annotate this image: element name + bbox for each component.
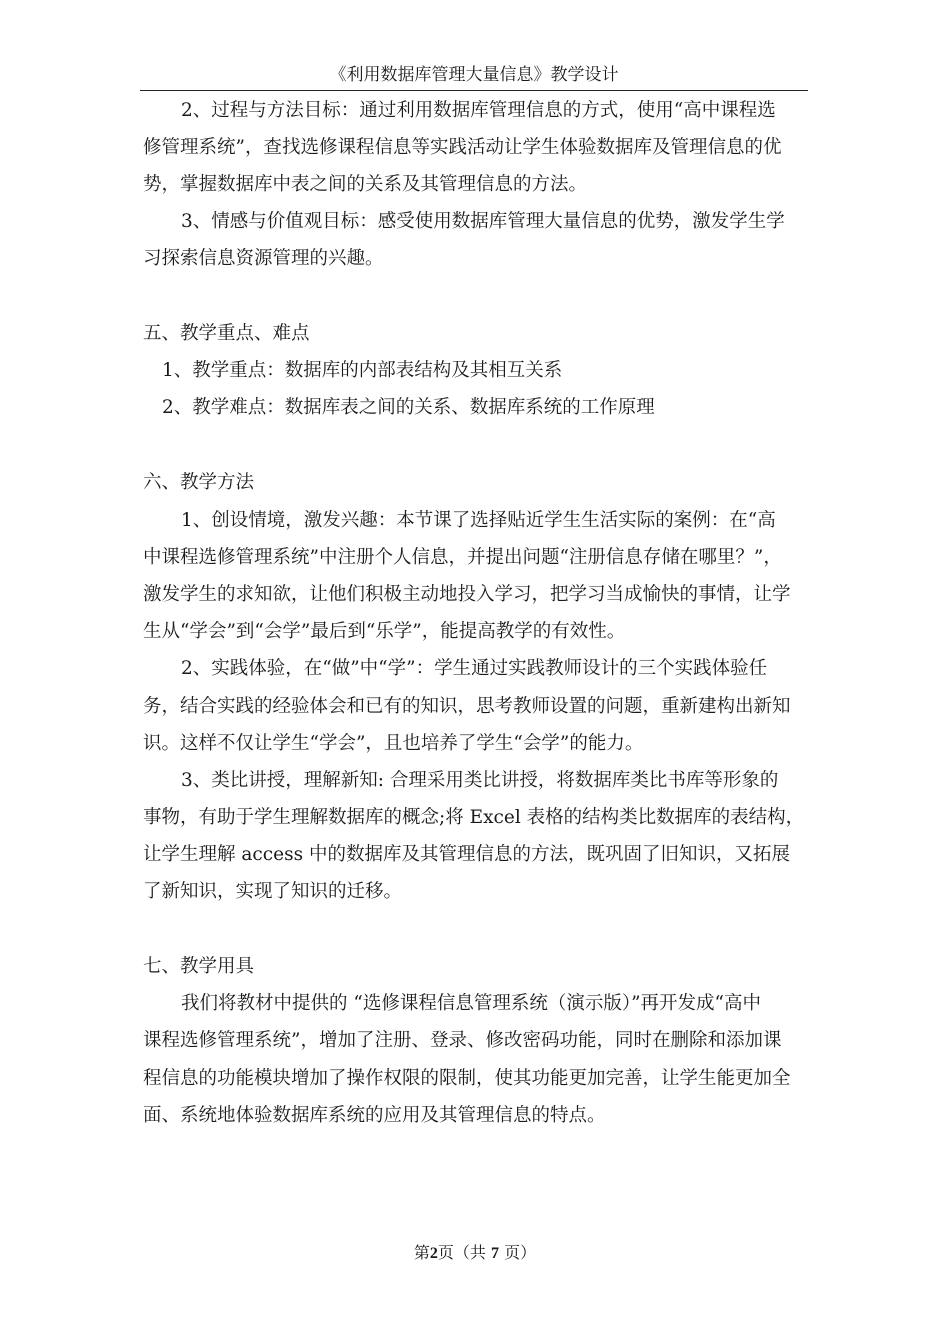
text-line: 1、创设情境，激发兴趣：本节课了选择贴近学生生活实际的案例：在“高 [181, 510, 776, 531]
text-line: 2、教学难点：数据库表之间的关系、数据库系统的工作原理 [162, 397, 655, 418]
text-line: 程信息的功能模块增加了操作权限的限制，使其功能更加完善，让学生能更加全 [143, 1068, 791, 1089]
text-line: 面、系统地体验数据库系统的应用及其管理信息的特点。 [143, 1105, 606, 1126]
section-heading: 七、教学用具 [143, 956, 255, 977]
footer-suffix: 页） [499, 1243, 537, 1262]
running-header: 《利用数据库管理大量信息》教学设计 [329, 65, 619, 85]
text-line: 修管理系统”，查找选修课程信息等实践活动让学生体验数据库及管理信息的优 [143, 137, 782, 158]
text-line: 课程选修管理系统”，增加了注册、登录、修改密码功能，同时在删除和添加课 [143, 1030, 782, 1051]
header-rule [140, 90, 808, 91]
total-page-number: 7 [491, 1245, 499, 1262]
text-line: 2、实践体验，在“做”中“学”：学生通过实践教师设计的三个实践体验任 [181, 658, 768, 679]
text-line: 了新知识，实现了知识的迁移。 [143, 881, 403, 902]
text-line: 事物，有助于学生理解数据库的概念;将 Excel 表格的结构类比数据库的表结构， [143, 807, 805, 828]
text-line: 中课程选修管理系统”中注册个人信息，并提出问题“注册信息存储在哪里？”， [143, 547, 782, 568]
section-heading: 五、教学重点、难点 [143, 323, 310, 344]
text-line: 激发学生的求知欲，让他们积极主动地投入学习，把学习当成愉快的事情，让学 [143, 584, 791, 605]
section-heading: 六、教学方法 [143, 472, 255, 493]
text-line: 让学生理解 access 中的数据库及其管理信息的方法，既巩固了旧知识，又拓展 [143, 844, 790, 865]
text-line: 生从“学会”到“会学”最后到“乐学”，能提高教学的有效性。 [143, 621, 626, 642]
footer-prefix: 第 [413, 1243, 430, 1262]
page-footer [0, 1241, 950, 1266]
text-line: 习探索信息资源管理的兴趣。 [143, 248, 384, 269]
text-line: 势，掌握数据库中表之间的关系及其管理信息的方法。 [143, 174, 588, 195]
current-page-number: 2 [429, 1245, 438, 1262]
text-line: 3、情感与价值观目标：感受使用数据库管理大量信息的优势，激发学生学 [181, 211, 785, 232]
text-line: 我们将教材中提供的 “选修课程信息管理系统（演示版）”再开发成“高中 [181, 993, 762, 1014]
text-line: 1、教学重点：数据库的内部表结构及其相互关系 [162, 360, 563, 381]
text-line: 3、类比讲授，理解新知: 合理采用类比讲授，将数据库类比书库等形象的 [181, 770, 779, 791]
text-line: 识。这样不仅让学生“学会”，且也培养了学生“会学”的能力。 [143, 733, 644, 754]
text-line: 2、过程与方法目标：通过利用数据库管理信息的方式，使用“高中课程选 [181, 100, 776, 121]
footer-middle: 页（共 [437, 1243, 491, 1262]
text-line: 务，结合实践的经验体会和已有的知识，思考教师设置的问题，重新建构出新知 [143, 696, 791, 717]
